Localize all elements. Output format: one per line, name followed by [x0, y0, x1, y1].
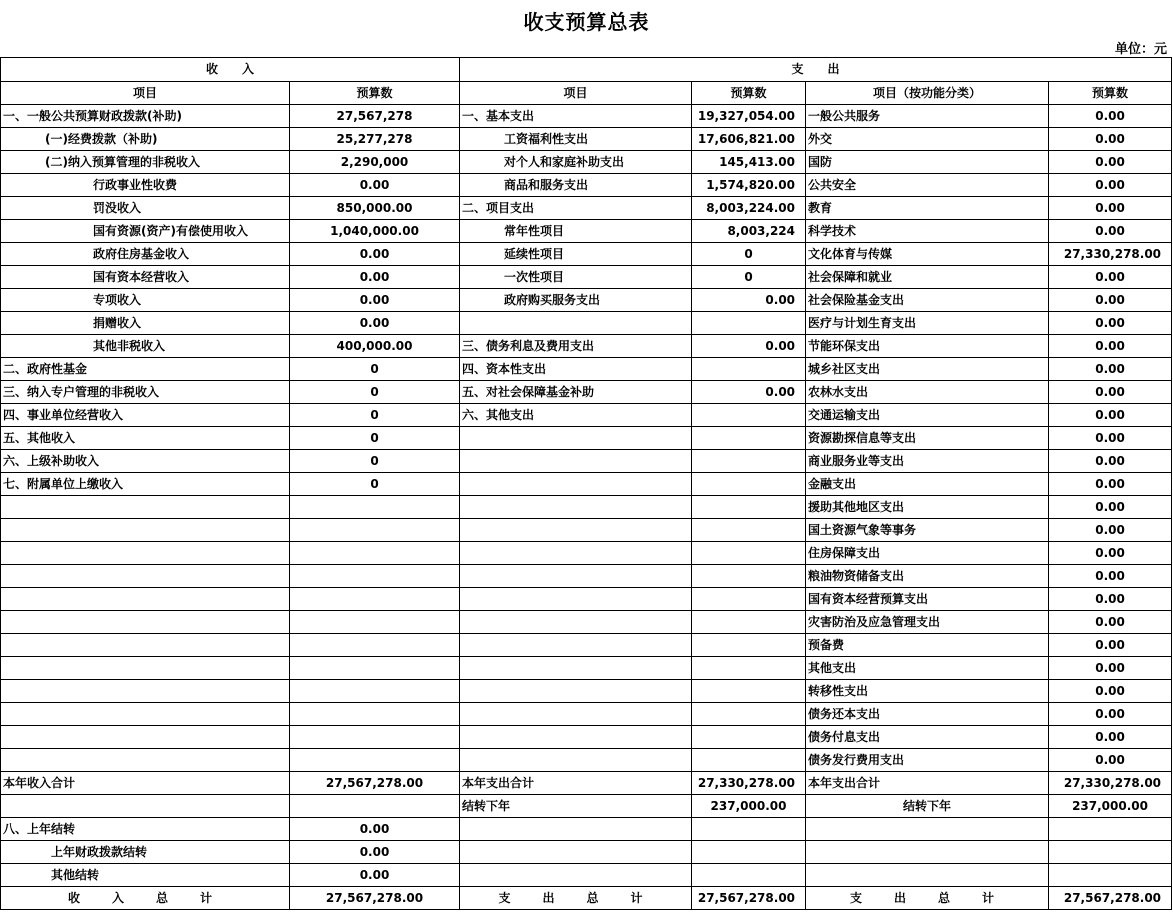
- income-item: 三、纳入专户管理的非税收入: [1, 381, 290, 404]
- expense-item: [460, 427, 692, 450]
- empty-cell: [290, 795, 460, 818]
- carry-value-func: 237,000.00: [1049, 795, 1172, 818]
- expense-total-value-func: 27,330,278.00: [1049, 772, 1172, 795]
- function-item: 转移性支出: [806, 680, 1049, 703]
- function-budget: 0.00: [1049, 151, 1172, 174]
- table-row: [1, 197, 1172, 220]
- income-budget: [290, 565, 460, 588]
- expense-budget: 1,574,820.00: [692, 174, 806, 197]
- income-budget: 0.00: [290, 243, 460, 266]
- expense-budget: 0: [692, 243, 806, 266]
- function-budget: 0.00: [1049, 427, 1172, 450]
- empty-cell: [806, 864, 1049, 887]
- table-row: [1, 588, 1172, 611]
- income-budget: 27,567,278: [290, 105, 460, 128]
- income-item: [1, 496, 290, 519]
- income-item: [1, 611, 290, 634]
- function-item: 文化体育与传媒: [806, 243, 1049, 266]
- function-budget: 27,330,278.00: [1049, 243, 1172, 266]
- prev-balance-label: 八、上年结转: [1, 818, 290, 841]
- table-body: [1, 58, 1172, 772]
- col-header-item-func: 项目（按功能分类）: [806, 82, 1049, 105]
- empty-cell: [692, 864, 806, 887]
- table-row: [1, 381, 1172, 404]
- expense-budget: [692, 519, 806, 542]
- empty-cell: [460, 841, 692, 864]
- function-item: 国土资源气象等事务: [806, 519, 1049, 542]
- other-balance-row: [1, 864, 1172, 887]
- table-row: [1, 680, 1172, 703]
- income-budget: 0.00: [290, 266, 460, 289]
- col-header-budget: 预算数: [290, 82, 460, 105]
- function-item: 债务还本支出: [806, 703, 1049, 726]
- expense-item: 对个人和家庭补助支出: [460, 151, 692, 174]
- income-budget: [290, 611, 460, 634]
- function-item: 外交: [806, 128, 1049, 151]
- income-item: [1, 519, 290, 542]
- income-item: 政府住房基金收入: [1, 243, 290, 266]
- table-row: [1, 749, 1172, 772]
- expense-item: [460, 611, 692, 634]
- income-budget: [290, 588, 460, 611]
- expense-budget: 145,413.00: [692, 151, 806, 174]
- empty-cell: [1049, 864, 1172, 887]
- table-row: [1, 634, 1172, 657]
- function-item: 金融支出: [806, 473, 1049, 496]
- expense-budget: 8,003,224: [692, 220, 806, 243]
- income-budget: [290, 726, 460, 749]
- income-item: 四、事业单位经营收入: [1, 404, 290, 427]
- other-balance-label: 其他结转: [1, 864, 290, 887]
- income-budget: 1,040,000.00: [290, 220, 460, 243]
- function-item: 科学技术: [806, 220, 1049, 243]
- income-item: 行政事业性收费: [1, 174, 290, 197]
- expense-budget: [692, 634, 806, 657]
- table-row: [1, 358, 1172, 381]
- expense-budget: [692, 749, 806, 772]
- income-budget: [290, 496, 460, 519]
- function-budget: 0.00: [1049, 611, 1172, 634]
- income-total-value: 27,567,278.00: [290, 772, 460, 795]
- income-budget: 0: [290, 473, 460, 496]
- prev-fiscal-row: [1, 841, 1172, 864]
- function-item: 国有资本经营预算支出: [806, 588, 1049, 611]
- expense-item: [460, 473, 692, 496]
- income-item: 专项收入: [1, 289, 290, 312]
- page-title: 收支预算总表: [523, 10, 650, 34]
- expense-total-label-func: 本年支出合计: [806, 772, 1049, 795]
- grand-expense-label: 支 出 总 计: [460, 887, 692, 910]
- income-budget: 0: [290, 358, 460, 381]
- expense-item: 一次性项目: [460, 266, 692, 289]
- income-item: (一)经费拨款（补助): [1, 128, 290, 151]
- function-budget: 0.00: [1049, 404, 1172, 427]
- empty-cell: [460, 864, 692, 887]
- expense-budget: [692, 726, 806, 749]
- income-total-label: 本年收入合计: [1, 772, 290, 795]
- expense-item: [460, 703, 692, 726]
- income-item: 国有资源(资产)有偿使用收入: [1, 220, 290, 243]
- expense-item: [460, 542, 692, 565]
- expense-budget: 0.00: [692, 289, 806, 312]
- function-budget: 0.00: [1049, 657, 1172, 680]
- empty-cell: [1049, 818, 1172, 841]
- expense-budget: [692, 565, 806, 588]
- empty-cell: [806, 841, 1049, 864]
- expense-item: [460, 726, 692, 749]
- expense-section-header: 支 出: [460, 58, 1172, 82]
- function-budget: 0.00: [1049, 634, 1172, 657]
- income-item: [1, 542, 290, 565]
- expense-item: [460, 588, 692, 611]
- income-budget: 25,277,278: [290, 128, 460, 151]
- function-item: 其他支出: [806, 657, 1049, 680]
- expense-item: 常年性项目: [460, 220, 692, 243]
- function-budget: 0.00: [1049, 174, 1172, 197]
- expense-item: [460, 496, 692, 519]
- grand-total-row: [1, 887, 1172, 910]
- table-row: [1, 335, 1172, 358]
- income-budget: 0: [290, 404, 460, 427]
- function-budget: 0.00: [1049, 105, 1172, 128]
- function-budget: 0.00: [1049, 358, 1172, 381]
- function-item: 灾害防治及应急管理支出: [806, 611, 1049, 634]
- table-row: [1, 611, 1172, 634]
- expense-budget: 0.00: [692, 335, 806, 358]
- table-row: [1, 703, 1172, 726]
- expense-budget: [692, 312, 806, 335]
- function-budget: 0.00: [1049, 197, 1172, 220]
- function-budget: 0.00: [1049, 335, 1172, 358]
- function-item: 预备费: [806, 634, 1049, 657]
- expense-budget: [692, 358, 806, 381]
- function-item: 节能环保支出: [806, 335, 1049, 358]
- function-budget: 0.00: [1049, 680, 1172, 703]
- income-item: [1, 726, 290, 749]
- table-row: [1, 243, 1172, 266]
- function-item: 医疗与计划生育支出: [806, 312, 1049, 335]
- function-budget: 0.00: [1049, 749, 1172, 772]
- table-row: [1, 473, 1172, 496]
- table-row: [1, 266, 1172, 289]
- function-budget: 0.00: [1049, 312, 1172, 335]
- table-row: [1, 565, 1172, 588]
- col-header-budget: 预算数: [1049, 82, 1172, 105]
- function-item: 国防: [806, 151, 1049, 174]
- grand-expense-label-func: 支 出 总 计: [806, 887, 1049, 910]
- income-item: [1, 749, 290, 772]
- carry-label: 结转下年: [460, 795, 692, 818]
- function-item: 交通运输支出: [806, 404, 1049, 427]
- income-budget: 0: [290, 450, 460, 473]
- income-budget: [290, 519, 460, 542]
- col-header-item: 项目: [1, 82, 290, 105]
- expense-item: 一、基本支出: [460, 105, 692, 128]
- table-row: [1, 174, 1172, 197]
- table-row: [1, 289, 1172, 312]
- function-budget: 0.00: [1049, 703, 1172, 726]
- expense-budget: 8,003,224.00: [692, 197, 806, 220]
- income-item: 七、附属单位上缴收入: [1, 473, 290, 496]
- budget-table: [0, 57, 1172, 910]
- income-budget: [290, 749, 460, 772]
- function-budget: 0.00: [1049, 496, 1172, 519]
- income-budget: [290, 542, 460, 565]
- annual-total-row: [1, 772, 1172, 795]
- expense-budget: 19,327,054.00: [692, 105, 806, 128]
- expense-item: 六、其他支出: [460, 404, 692, 427]
- income-budget: 2,290,000: [290, 151, 460, 174]
- prev-fiscal-value: 0.00: [290, 841, 460, 864]
- function-budget: 0.00: [1049, 588, 1172, 611]
- income-budget: 400,000.00: [290, 335, 460, 358]
- function-budget: 0.00: [1049, 473, 1172, 496]
- function-budget: 0.00: [1049, 128, 1172, 151]
- income-budget: 0: [290, 381, 460, 404]
- income-section-header: 收 入: [1, 58, 460, 82]
- grand-expense-value: 27,567,278.00: [692, 887, 806, 910]
- empty-cell: [1, 795, 290, 818]
- carry-forward-row: [1, 795, 1172, 818]
- other-balance-value: 0.00: [290, 864, 460, 887]
- grand-income-label: 收 入 总 计: [1, 887, 290, 910]
- income-item: 二、政府性基金: [1, 358, 290, 381]
- table-row: [1, 128, 1172, 151]
- expense-item: 四、资本性支出: [460, 358, 692, 381]
- income-item: 罚没收入: [1, 197, 290, 220]
- expense-item: [460, 312, 692, 335]
- carry-value: 237,000.00: [692, 795, 806, 818]
- function-budget: 0.00: [1049, 519, 1172, 542]
- expense-item: 工资福利性支出: [460, 128, 692, 151]
- income-item: 五、其他收入: [1, 427, 290, 450]
- income-item: 捐赠收入: [1, 312, 290, 335]
- expense-budget: [692, 703, 806, 726]
- function-item: 商业服务业等支出: [806, 450, 1049, 473]
- expense-item: 三、债务利息及费用支出: [460, 335, 692, 358]
- col-header-item: 项目: [460, 82, 692, 105]
- function-budget: 0.00: [1049, 450, 1172, 473]
- expense-item: [460, 634, 692, 657]
- function-budget: 0.00: [1049, 565, 1172, 588]
- income-item: [1, 680, 290, 703]
- expense-total-label: 本年支出合计: [460, 772, 692, 795]
- expense-budget: 17,606,821.00: [692, 128, 806, 151]
- table-row: [1, 542, 1172, 565]
- function-item: 援助其他地区支出: [806, 496, 1049, 519]
- function-item: 债务发行费用支出: [806, 749, 1049, 772]
- function-item: 住房保障支出: [806, 542, 1049, 565]
- function-item: 公共安全: [806, 174, 1049, 197]
- function-item: 资源勘探信息等支出: [806, 427, 1049, 450]
- table-row: [1, 519, 1172, 542]
- column-header-row: [1, 82, 1172, 105]
- prev-fiscal-label: 上年财政拨款结转: [1, 841, 290, 864]
- function-budget: 0.00: [1049, 726, 1172, 749]
- expense-budget: [692, 611, 806, 634]
- grand-expense-value-func: 27,567,278.00: [1049, 887, 1172, 910]
- income-item: [1, 565, 290, 588]
- expense-item: 五、对社会保障基金补助: [460, 381, 692, 404]
- income-item: (二)纳入预算管理的非税收入: [1, 151, 290, 174]
- empty-cell: [1049, 841, 1172, 864]
- income-item: 其他非税收入: [1, 335, 290, 358]
- expense-item: 延续性项目: [460, 243, 692, 266]
- empty-cell: [460, 818, 692, 841]
- income-budget: 0: [290, 427, 460, 450]
- function-item: 城乡社区支出: [806, 358, 1049, 381]
- income-item: [1, 588, 290, 611]
- function-item: 农林水支出: [806, 381, 1049, 404]
- table-row: [1, 726, 1172, 749]
- empty-cell: [806, 818, 1049, 841]
- income-budget: [290, 634, 460, 657]
- income-item: 一、一般公共预算财政拨款(补助): [1, 105, 290, 128]
- function-item: 社会保险基金支出: [806, 289, 1049, 312]
- income-budget: 0.00: [290, 174, 460, 197]
- income-item: [1, 657, 290, 680]
- table-row: [1, 657, 1172, 680]
- expense-budget: [692, 657, 806, 680]
- expense-budget: [692, 588, 806, 611]
- function-item: 债务付息支出: [806, 726, 1049, 749]
- function-item: 社会保障和就业: [806, 266, 1049, 289]
- income-budget: 0.00: [290, 312, 460, 335]
- expense-budget: [692, 427, 806, 450]
- empty-cell: [692, 818, 806, 841]
- expense-item: 政府购买服务支出: [460, 289, 692, 312]
- expense-budget: [692, 450, 806, 473]
- table-row: [1, 105, 1172, 128]
- table-row: [1, 450, 1172, 473]
- expense-budget: 0: [692, 266, 806, 289]
- function-budget: 0.00: [1049, 266, 1172, 289]
- expense-budget: [692, 542, 806, 565]
- expense-budget: [692, 473, 806, 496]
- expense-budget: 0.00: [692, 381, 806, 404]
- prev-balance-row: [1, 818, 1172, 841]
- expense-item: [460, 450, 692, 473]
- prev-balance-value: 0.00: [290, 818, 460, 841]
- table-row: [1, 151, 1172, 174]
- carry-label-func: 结转下年: [806, 795, 1049, 818]
- expense-item: [460, 749, 692, 772]
- unit-label: 单位：元: [1114, 42, 1167, 57]
- table-row: [1, 427, 1172, 450]
- function-budget: 0.00: [1049, 220, 1172, 243]
- function-item: 教育: [806, 197, 1049, 220]
- summary-body: [1, 772, 1172, 910]
- expense-item: [460, 565, 692, 588]
- income-budget: 0.00: [290, 289, 460, 312]
- function-item: 一般公共服务: [806, 105, 1049, 128]
- expense-item: [460, 657, 692, 680]
- table-row: [1, 404, 1172, 427]
- grand-income-value: 27,567,278.00: [290, 887, 460, 910]
- expense-budget: [692, 680, 806, 703]
- income-item: 国有资本经营收入: [1, 266, 290, 289]
- income-budget: [290, 703, 460, 726]
- income-item: 六、上级补助收入: [1, 450, 290, 473]
- function-item: 粮油物资储备支出: [806, 565, 1049, 588]
- income-budget: [290, 657, 460, 680]
- income-budget: [290, 680, 460, 703]
- expense-item: 商品和服务支出: [460, 174, 692, 197]
- expense-total-value: 27,330,278.00: [692, 772, 806, 795]
- empty-cell: [692, 841, 806, 864]
- function-budget: 0.00: [1049, 542, 1172, 565]
- table-row: [1, 496, 1172, 519]
- function-budget: 0.00: [1049, 289, 1172, 312]
- income-item: [1, 634, 290, 657]
- function-budget: 0.00: [1049, 381, 1172, 404]
- expense-item: [460, 680, 692, 703]
- expense-budget: [692, 404, 806, 427]
- section-header-row: [1, 58, 1172, 82]
- table-row: [1, 312, 1172, 335]
- expense-item: 二、项目支出: [460, 197, 692, 220]
- expense-budget: [692, 496, 806, 519]
- income-budget: 850,000.00: [290, 197, 460, 220]
- table-row: [1, 220, 1172, 243]
- expense-item: [460, 519, 692, 542]
- col-header-budget: 预算数: [692, 82, 806, 105]
- income-item: [1, 703, 290, 726]
